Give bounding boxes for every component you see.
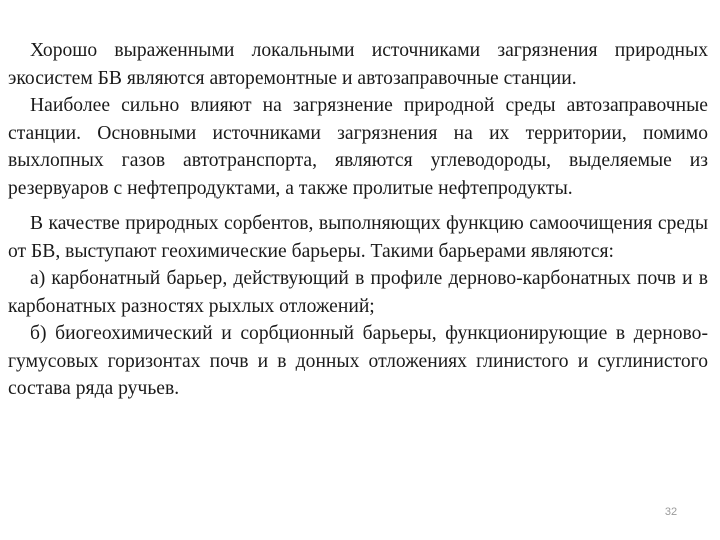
paragraph-natural-sorbents: В качестве природных сорбентов, выполняющих функцию самоочищения среды от БВ, выступают геохимические барьеры. Такими барьерами являются:: [8, 213, 708, 262]
paragraph-pollution-sources: Хорошо выраженными локальными источниками загрязнения природных экосистем БВ являются авторемонтные и автозаправочные станции.: [8, 40, 708, 89]
page-number: 32: [664, 506, 678, 518]
paragraph-gas-stations: Наиболее сильно влияют на загрязнение природной среды автозаправочные станции. Основными источниками загрязнения на их территории, помимо выхлопных газов автотранспорта, являются углеводороды, выделяемые из резервуаров с нефтепродуктами, а также пролитые нефтепродукты.: [8, 95, 708, 199]
paragraph-biogeochemical-barrier: б) биогеохимический и сорбционный барьеры, функционирующие в дерново-гумусовых горизонтах почв и в донных отложениях глинистого и суглинистого состава ряда ручьев.: [8, 323, 708, 399]
paragraph-carbonate-barrier: а) карбонатный барьер, действующий в профиле дерново-карбонатных почв и в карбонатных разностях рыхлых отложений;: [8, 268, 708, 317]
text-body: [8, 37, 708, 403]
